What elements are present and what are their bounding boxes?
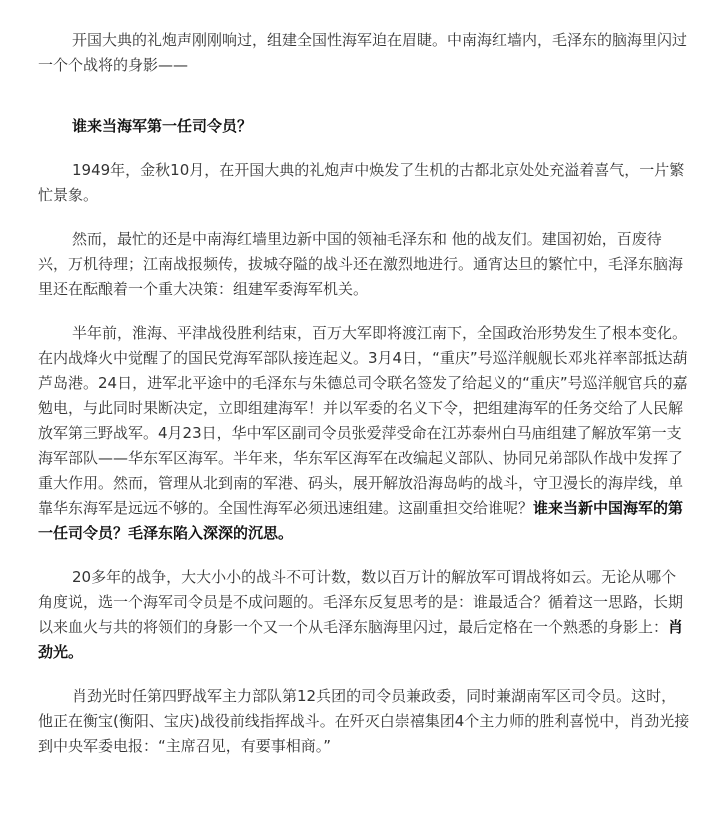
paragraph-1949: 1949年，金秋10月，在开国大典的礼炮声中焕发了生机的古都北京处处充溢着喜气，一片繁忙景象。: [38, 161, 685, 204]
paragraph-busy-leaders: 然而，最忙的还是中南海红墙里边新中国的领袖毛泽东和 他的战友们。建国初始，百废待兴，万机待理；江南战报频传，拔城夺隘的战斗还在激烈地进行。通宵达旦的繁忙中，毛泽东脑海里还在酝酿着一个重大决策：组建军委海军机关。: [38, 230, 684, 298]
paragraph-choosing-commander-emphasis: 肖劲光。: [38, 618, 684, 661]
paragraph-navy-founding-text: 半年前，淮海、平津战役胜利结束，百万大军即将渡江南下，全国政治形势发生了根本变化。在内战烽火中觉醒了的国民党海军部队接连起义。3月4日，“重庆”号巡洋舰舰长邓兆祥率部抵达葫芦岛港。24日，进军北平途中的毛泽东与朱德总司令联名签发了给起义的“重庆”号巡洋舰官兵的嘉勉电，与此同时果断决定，立即组建海军！并以军委的名义下令，把组建海军的任务交给了人民解放军第三野战军。4月23日，华中军区副司令员张爱萍受命在江苏泰州白马庙组建了解放军第一支海军部队——华东军区海军。半年来，华东军区海军在改编起义部队、协同兄弟部队作战中发挥了重大作用。然而，管理从北到南的军港、码头，展开解放沿海岛屿的战斗，守卫漫长的海岸线，单靠华东海军是远远不够的。全国性海军必须迅速组建。这副重担交给谁呢？: [38, 324, 688, 517]
paragraph-intro: 开国大典的礼炮声刚刚响过，组建全国性海军迫在眉睫。中南海红墙内，毛泽东的脑海里闪过一个个战将的身影——: [38, 31, 688, 74]
paragraph-choosing-commander: [38, 565, 691, 665]
paragraph-navy-founding-emphasis: 谁来当新中国海军的第一任司令员？毛泽东陷入深深的沉思。: [38, 499, 684, 542]
section-heading: 谁来当海军第一任司令员？: [72, 117, 253, 135]
paragraph-xiao-jingguang: 肖劲光时任第四野战军主力部队第12兵团的司令员兼政委，同时兼湖南军区司令员。这时，他正在衡宝(衡阳、宝庆)战役前线指挥战斗。在歼灭白崇禧集团4个主力师的胜利喜悦中，肖劲光接到中央军委电报：“主席召见，有要事相商。”: [38, 687, 690, 755]
paragraph-navy-founding: [38, 321, 691, 546]
paragraph-choosing-commander-text: 20多年的战争，大大小小的战斗不可计数，数以百万计的解放军可谓战将如云。无论从哪个角度说，选一个海军司令员是不成问题的。毛泽东反复思考的是：谁最适合？循着这一思路，长期以来血火与共的将领们的身影一个又一个从毛泽东脑海里闪过，最后定格在一个熟悉的身影上：: [38, 568, 684, 636]
